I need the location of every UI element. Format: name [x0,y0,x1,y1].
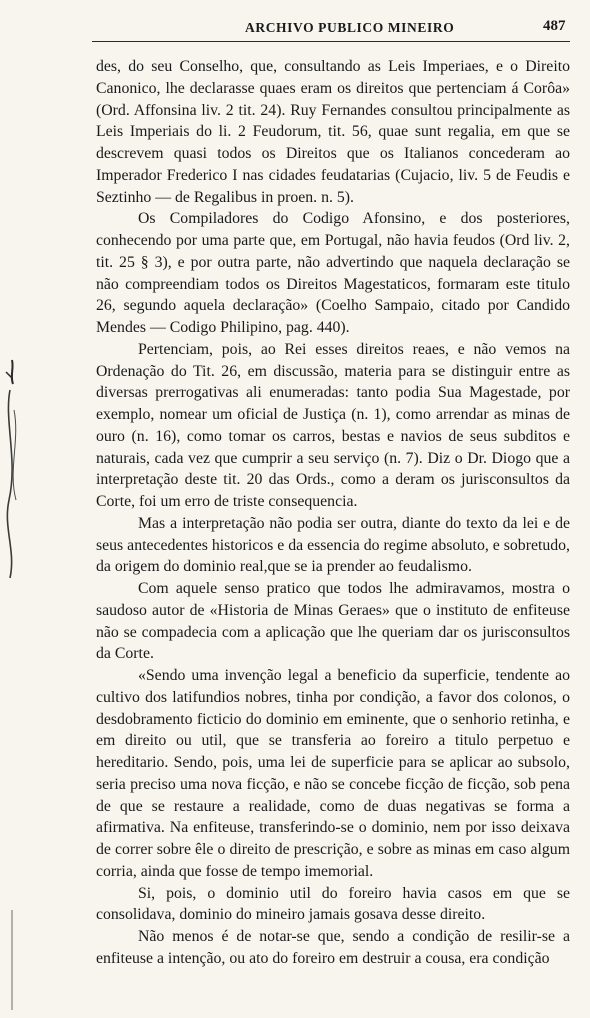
header-rule [92,41,570,42]
page-number: 487 [543,18,566,34]
paragraph-6: «Sendo uma invenção legal a beneficio da superficie, tendente ao cultivo dos latifundios nobres, tinha por condição, a favor dos colonos, o desdobramento ficticio do dominio em eminente, que o senhorio retinha, e em direito ou util, que se transferia ao foreiro a titulo perpetuo e hereditario. Sendo, pois, uma lei de superficie para se aplicar ao subsolo, seria preciso uma nova ficção, e não se concebe ficção de ficção, sob pena de que se restaure a realidade, como de duas negativas se forma a afirmativa. Na enfiteuse, transferindo-se o dominio, nem por isso deixava de correr sobre êle o direito de prescrição, e sobre as minas em caso algum corria, ainda que fosse de tempo imemorial. [96,667,570,880]
paragraph-4: Mas a interpretação não podia ser outra, diante do texto da lei e de seus antecedentes historicos e da essencia do regime absoluto, e sobretudo, da origem do dominio real,que se ia prender ao feudalismo. [96,514,570,576]
text-body [96,56,570,976]
paragraph-2: Os Compiladores do Codigo Afonsino, e dos posteriores, conhecendo por uma parte que, em Portugal, não havia feudos (Ord liv. 2, tit. 25 § 3), e por outra parte, não advertindo que naquela declaração se não compreendiam todos os Direitos Magestaticos, formaram este titulo 26, segundo aquela declaração» (Coelho Sampaio, citado por Candido Mendes — Codigo Philipino, pag. 440). [96,210,570,336]
paragraph-1: des, do seu Conselho, que, consultando as Leis Imperiaes, e o Direito Canonico, lhe declarasse quaes eram os direitos que pertenciam á Corôa» (Ord. Affonsina liv. 2 tit. 24). Ruy Fernandes consultou principalmente as Leis Imperiais do li. 2 Feudorum, tit. 56, quae sunt regalia, em que se descrevem quasi todos os Direitos que os Italianos concederam ao Imperador Frederico I nas cidades feudatarias (Cujacio, liv. 5 de Feudis e Seztinho — de Regalibus in proen. n. 5). [96,58,570,206]
paragraph-3: Pertenciam, pois, ao Rei esses direitos reaes, e não vemos na Ordenação do Tit. 26, em discussão, materia para se distinguir entre as diversas prerrogativas ali enumeradas: tanto podia Sua Magestade, por exemplo, nomear um oficial de Justiça (n. 1), como arrendar as minas de ouro (n. 16), como tomar os carros, bestas e navios de seus subditos e naturais, cada vez que cumprir a seu serviço (n. 7). Diz o Dr. Diogo que a interpretação deste tit. 20 das Ords., como a deram os jurisconsultos da Corte, foi um erro de triste consequencia. [96,340,570,510]
running-head: ARCHIVO PUBLICO MINEIRO [245,20,455,35]
paragraph-5: Com aquele senso pratico que todos lhe admiravamos, mostra o saudoso autor de «Historia de Minas Geraes» que o instituto de enfiteuse não se compadecia com a aplicação que lhe queriam dar os jurisconsultos da Corte. [96,580,570,663]
page-header [0,14,590,40]
paragraph-7: Si, pois, o dominio util do foreiro havia casos em que se consolidava, dominio do mineiro jamais gosava desse direito. [96,884,570,924]
paragraph-8: Não menos é de notar-se que, sendo a condição de resilir-se a enfiteuse a intenção, ou ato do foreiro em destruir a cousa, era condição [96,928,570,967]
margin-pencil-marks [0,350,30,1018]
